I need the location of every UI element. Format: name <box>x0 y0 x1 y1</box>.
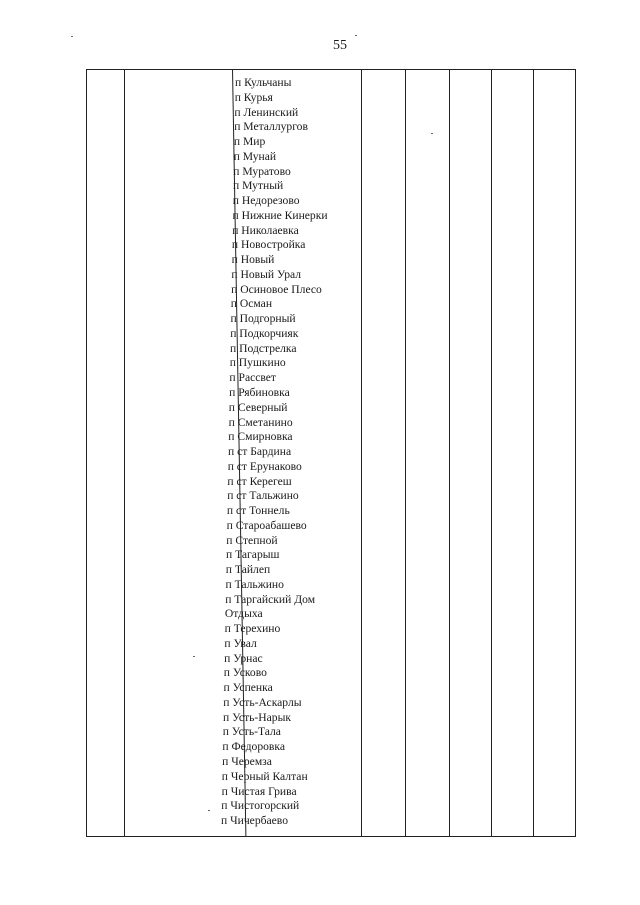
locality-item: п ст Тальжино <box>227 489 299 503</box>
locality-item: п Курья <box>234 90 273 104</box>
locality-item: п Федоровка <box>222 740 286 754</box>
column-divider <box>86 69 87 837</box>
column-divider <box>361 69 362 837</box>
page-number: 55 <box>333 38 347 53</box>
locality-item: п Чистогорский <box>221 799 300 813</box>
locality-item: п Недорезово <box>232 194 300 208</box>
locality-item: п Терехино <box>224 622 281 636</box>
locality-item: п Новостройка <box>231 238 306 252</box>
locality-item: п Осиновое Плесо <box>231 282 322 296</box>
locality-item: п Северный <box>228 400 288 414</box>
locality-item: п Пушкино <box>229 356 286 370</box>
locality-item: п Усково <box>223 666 267 680</box>
locality-item: п Рябиновка <box>229 386 290 399</box>
locality-item: Отдыха <box>224 607 263 621</box>
locality-item: п ст Тоннель <box>226 504 290 517</box>
locality-item: п Тальжино <box>225 577 284 591</box>
locality-item: п Чичербаево <box>221 814 288 827</box>
locality-item: п ст Ерунаково <box>227 459 302 473</box>
locality-item: п Усть-Нарык <box>223 710 292 724</box>
locality-item: п Новый <box>231 253 275 267</box>
locality-item: п Успенка <box>223 681 273 695</box>
locality-item: п Мир <box>233 135 266 148</box>
locality-item: п Ленинский <box>234 105 299 119</box>
locality-item: п Староабашево <box>226 518 307 532</box>
locality-item: п Муратово <box>233 164 291 178</box>
locality-item: п Металлургов <box>234 120 308 134</box>
locality-item: п Кульчаны <box>235 76 292 89</box>
table-right-border <box>575 69 576 837</box>
column-divider <box>449 69 450 837</box>
locality-item: п Нижние Кинерки <box>232 208 328 222</box>
locality-item: п Подгорный <box>230 312 296 326</box>
locality-item: п Тагарыш <box>226 548 280 562</box>
locality-item: п Новый Урал <box>231 267 302 281</box>
locality-item: п Увал <box>224 636 257 650</box>
locality-item: п Усть-Аскарлы <box>223 695 302 709</box>
locality-item: п ст Керегеш <box>227 474 292 488</box>
locality-item: п Осман <box>230 297 273 311</box>
locality-item: п Таргайский Дом <box>225 592 316 606</box>
locality-item: п Смирновка <box>228 430 293 444</box>
column-divider <box>533 69 534 837</box>
locality-item: п Усть-Тала <box>222 725 281 739</box>
column-divider <box>491 69 492 837</box>
column-divider <box>405 69 406 837</box>
locality-item: п Урнас <box>224 651 263 665</box>
table-top-border <box>86 69 576 70</box>
locality-item: п Подстрелка <box>230 341 297 355</box>
locality-item: п Мунай <box>233 149 277 163</box>
locality-item: п Тайлеп <box>225 563 271 577</box>
locality-item: п Черный Калтан <box>221 769 308 783</box>
locality-item: п Мутный <box>233 179 284 193</box>
locality-item: п Чистая Грива <box>221 784 297 798</box>
table-bottom-border <box>86 836 576 837</box>
locality-item: п Подкорчияк <box>230 326 299 340</box>
locality-item: п Николаевка <box>232 223 299 237</box>
locality-item: п ст Бардина <box>228 445 292 458</box>
locality-item: п Рассвет <box>229 371 276 385</box>
locality-item: п Степной <box>226 533 278 547</box>
locality-item: п Черемза <box>222 755 272 768</box>
column-divider <box>124 69 125 837</box>
locality-item: п Сметанино <box>228 415 293 429</box>
